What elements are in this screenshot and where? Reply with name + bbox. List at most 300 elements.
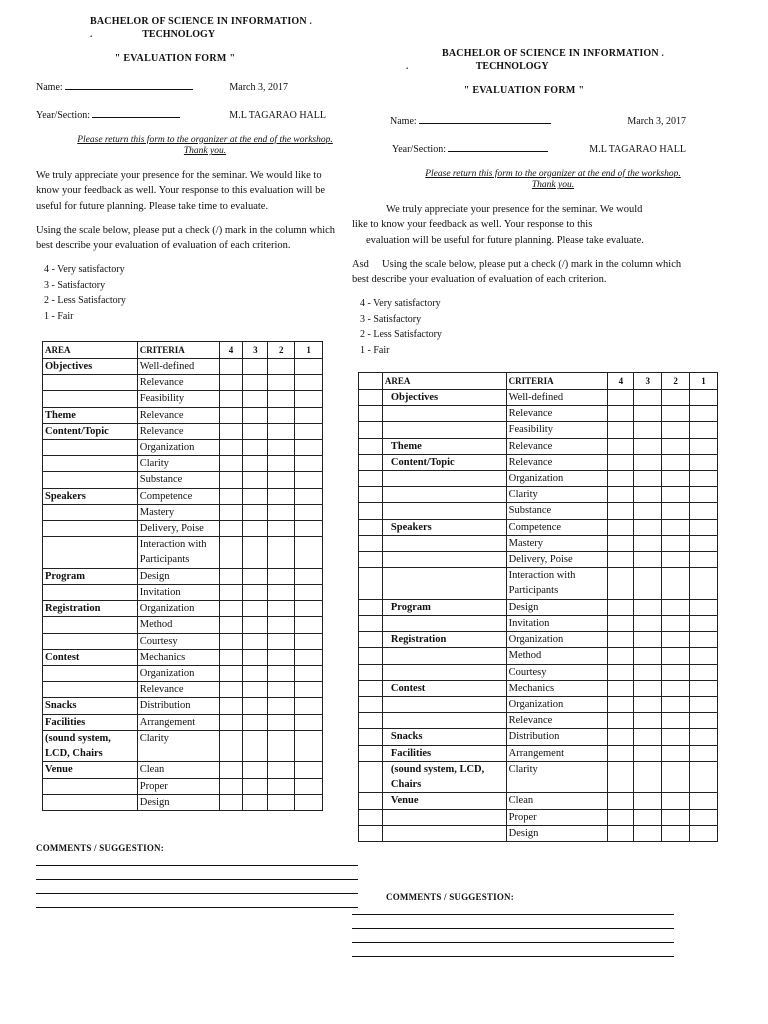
rating-checkbox-4[interactable] (219, 375, 243, 391)
comment-line[interactable] (352, 914, 674, 915)
rating-checkbox-3[interactable] (634, 793, 662, 809)
table-row (359, 535, 718, 551)
criteria-cell: Mechanics (506, 680, 608, 696)
rating-checkbox-4[interactable] (219, 649, 243, 665)
rating-checkbox-3[interactable] (243, 714, 268, 730)
evaluation-table (42, 341, 323, 811)
year-section-field[interactable] (92, 108, 180, 118)
header-score-4: 4 (219, 342, 243, 359)
rating-checkbox-3[interactable] (243, 601, 268, 617)
rating-checkbox-3[interactable] (634, 535, 662, 551)
rating-checkbox-1[interactable] (295, 714, 323, 730)
rating-checkbox-4[interactable] (219, 698, 243, 714)
name-row (390, 114, 686, 129)
rating-checkbox-3[interactable] (243, 358, 268, 374)
rating-checkbox-3[interactable] (634, 648, 662, 664)
rating-checkbox-4[interactable] (219, 391, 243, 407)
rating-checkbox-3[interactable] (634, 599, 662, 615)
area-cell (382, 552, 506, 568)
rating-checkbox-3[interactable] (634, 454, 662, 470)
blank-cell (359, 389, 383, 405)
rating-checkbox-4[interactable] (608, 793, 634, 809)
blank-cell (359, 470, 383, 486)
rating-checkbox-2[interactable] (268, 456, 295, 472)
rating-checkbox-4[interactable] (219, 794, 243, 810)
rating-checkbox-4[interactable] (219, 666, 243, 682)
rating-checkbox-1[interactable] (690, 648, 718, 664)
criteria-cell: Method (137, 617, 219, 633)
rating-checkbox-3[interactable] (243, 778, 268, 794)
rating-checkbox-3[interactable] (243, 617, 268, 633)
rating-checkbox-1[interactable] (295, 698, 323, 714)
area-cell (43, 617, 138, 633)
date-text: March 3, 2017 (229, 81, 288, 93)
table-row (359, 825, 718, 841)
rating-checkbox-3[interactable] (243, 633, 268, 649)
blank-cell (359, 825, 383, 841)
blank-cell (359, 697, 383, 713)
rating-checkbox-1[interactable] (690, 664, 718, 680)
rating-checkbox-3[interactable] (243, 537, 268, 568)
rating-checkbox-1[interactable] (690, 406, 718, 422)
rating-checkbox-4[interactable] (219, 714, 243, 730)
comments-lines[interactable] (352, 914, 674, 957)
rating-checkbox-3[interactable] (634, 519, 662, 535)
rating-checkbox-1[interactable] (295, 358, 323, 374)
rating-checkbox-4[interactable] (219, 423, 243, 439)
rating-checkbox-1[interactable] (690, 470, 718, 486)
rating-checkbox-2[interactable] (662, 713, 690, 729)
rating-checkbox-3[interactable] (634, 470, 662, 486)
rating-checkbox-4[interactable] (608, 503, 634, 519)
rating-checkbox-2[interactable] (268, 488, 295, 504)
rating-checkbox-2[interactable] (662, 615, 690, 631)
rating-checkbox-1[interactable] (690, 568, 718, 599)
rating-checkbox-4[interactable] (608, 599, 634, 615)
form-title: " EVALUATION FORM " (463, 85, 585, 96)
rating-checkbox-2[interactable] (268, 682, 295, 698)
area-cell (43, 375, 138, 391)
rating-checkbox-2[interactable] (268, 633, 295, 649)
rating-checkbox-3[interactable] (243, 439, 268, 455)
rating-checkbox-4[interactable] (608, 713, 634, 729)
rating-checkbox-1[interactable] (295, 375, 323, 391)
rating-checkbox-3[interactable] (634, 389, 662, 405)
rating-checkbox-4[interactable] (608, 552, 634, 568)
rating-checkbox-1[interactable] (295, 649, 323, 665)
date-text: March 3, 2017 (627, 115, 686, 127)
rating-checkbox-4[interactable] (219, 762, 243, 778)
rating-checkbox-4[interactable] (608, 406, 634, 422)
rating-checkbox-4[interactable] (219, 472, 243, 488)
comment-line[interactable] (352, 942, 674, 943)
rating-checkbox-4[interactable] (608, 825, 634, 841)
rating-checkbox-3[interactable] (243, 472, 268, 488)
year-section-field[interactable] (448, 142, 548, 152)
rating-checkbox-2[interactable] (662, 648, 690, 664)
rating-scale: 4 - Very satisfactory 3 - Satisfactory 2 - Less Satisfactory 1 - Fair (360, 298, 442, 356)
area-cell (382, 406, 506, 422)
rating-checkbox-3[interactable] (243, 521, 268, 537)
rating-checkbox-1[interactable] (295, 488, 323, 504)
program-title: BACHELOR OF SCIENCE IN INFORMATION . (442, 48, 664, 59)
rating-checkbox-4[interactable] (608, 648, 634, 664)
rating-checkbox-2[interactable] (662, 761, 690, 792)
criteria-cell: Relevance (137, 375, 219, 391)
rating-checkbox-2[interactable] (662, 632, 690, 648)
table-row (43, 407, 323, 423)
rating-checkbox-4[interactable] (608, 680, 634, 696)
rating-checkbox-4[interactable] (219, 633, 243, 649)
area-cell: Theme (43, 407, 138, 423)
rating-checkbox-3[interactable] (243, 649, 268, 665)
rating-checkbox-2[interactable] (662, 454, 690, 470)
criteria-cell: Clarity (137, 730, 219, 761)
rating-checkbox-2[interactable] (268, 407, 295, 423)
rating-checkbox-2[interactable] (662, 664, 690, 680)
area-cell (382, 615, 506, 631)
rating-checkbox-2[interactable] (268, 358, 295, 374)
rating-checkbox-2[interactable] (268, 568, 295, 584)
rating-checkbox-2[interactable] (268, 584, 295, 600)
name-label: Name: (390, 115, 417, 127)
comment-line[interactable] (36, 865, 358, 866)
rating-checkbox-1[interactable] (295, 584, 323, 600)
table-row (43, 682, 323, 698)
rating-checkbox-2[interactable] (662, 729, 690, 745)
rating-checkbox-3[interactable] (634, 438, 662, 454)
rating-checkbox-3[interactable] (243, 666, 268, 682)
rating-checkbox-2[interactable] (268, 698, 295, 714)
rating-checkbox-4[interactable] (219, 778, 243, 794)
rating-checkbox-2[interactable] (268, 617, 295, 633)
rating-checkbox-4[interactable] (219, 584, 243, 600)
rating-checkbox-3[interactable] (634, 713, 662, 729)
rating-checkbox-1[interactable] (295, 762, 323, 778)
table-row (359, 438, 718, 454)
rating-checkbox-1[interactable] (690, 680, 718, 696)
rating-checkbox-3[interactable] (634, 761, 662, 792)
rating-checkbox-3[interactable] (243, 456, 268, 472)
name-field[interactable] (419, 114, 551, 124)
rating-checkbox-2[interactable] (268, 666, 295, 682)
rating-checkbox-4[interactable] (608, 745, 634, 761)
rating-checkbox-1[interactable] (690, 454, 718, 470)
rating-checkbox-2[interactable] (662, 809, 690, 825)
rating-checkbox-4[interactable] (608, 615, 634, 631)
table-row (43, 778, 323, 794)
return-note: Please return this form to the organizer at the end of the workshop. Thank you. (77, 134, 333, 157)
table-row (43, 617, 323, 633)
area-cell (43, 778, 138, 794)
rating-checkbox-2[interactable] (662, 697, 690, 713)
criteria-cell: Relevance (137, 407, 219, 423)
name-label: Name: (36, 81, 63, 93)
rating-checkbox-2[interactable] (268, 537, 295, 568)
rating-checkbox-4[interactable] (608, 454, 634, 470)
rating-checkbox-4[interactable] (608, 519, 634, 535)
rating-checkbox-2[interactable] (662, 438, 690, 454)
rating-checkbox-4[interactable] (608, 809, 634, 825)
rating-checkbox-1[interactable] (295, 682, 323, 698)
rating-checkbox-4[interactable] (608, 664, 634, 680)
criteria-cell: Relevance (506, 713, 608, 729)
criteria-cell: Clarity (506, 761, 608, 792)
rating-checkbox-2[interactable] (662, 503, 690, 519)
rating-checkbox-1[interactable] (295, 472, 323, 488)
table-row (43, 423, 323, 439)
rating-checkbox-2[interactable] (662, 793, 690, 809)
rating-checkbox-4[interactable] (608, 535, 634, 551)
blank-cell (359, 503, 383, 519)
rating-checkbox-1[interactable] (690, 519, 718, 535)
rating-checkbox-2[interactable] (662, 825, 690, 841)
area-cell: Speakers (43, 488, 138, 504)
rating-checkbox-2[interactable] (268, 649, 295, 665)
rating-checkbox-4[interactable] (608, 422, 634, 438)
rating-checkbox-3[interactable] (243, 423, 268, 439)
rating-checkbox-2[interactable] (662, 406, 690, 422)
rating-checkbox-2[interactable] (662, 680, 690, 696)
criteria-cell: Well-defined (137, 358, 219, 374)
rating-checkbox-3[interactable] (634, 422, 662, 438)
rating-checkbox-1[interactable] (295, 521, 323, 537)
rating-checkbox-3[interactable] (634, 680, 662, 696)
rating-checkbox-1[interactable] (295, 778, 323, 794)
rating-checkbox-1[interactable] (690, 761, 718, 792)
rating-checkbox-4[interactable] (608, 729, 634, 745)
rating-checkbox-1[interactable] (295, 504, 323, 520)
rating-checkbox-1[interactable] (690, 697, 718, 713)
rating-checkbox-1[interactable] (295, 423, 323, 439)
header-score-2: 2 (268, 342, 295, 359)
rating-checkbox-2[interactable] (268, 439, 295, 455)
criteria-cell: Clarity (137, 456, 219, 472)
area-cell: Venue (382, 793, 506, 809)
rating-checkbox-1[interactable] (690, 825, 718, 841)
rating-checkbox-4[interactable] (219, 504, 243, 520)
rating-checkbox-4[interactable] (219, 617, 243, 633)
rating-checkbox-1[interactable] (690, 438, 718, 454)
table-row (359, 745, 718, 761)
rating-checkbox-1[interactable] (295, 794, 323, 810)
rating-checkbox-1[interactable] (690, 552, 718, 568)
comment-line[interactable] (36, 893, 358, 894)
area-cell (382, 697, 506, 713)
rating-checkbox-4[interactable] (608, 487, 634, 503)
program-title-line2: . TECHNOLOGY (90, 28, 216, 40)
rating-checkbox-3[interactable] (634, 745, 662, 761)
table-row (43, 456, 323, 472)
rating-checkbox-4[interactable] (608, 470, 634, 486)
area-cell (43, 584, 138, 600)
rating-checkbox-4[interactable] (219, 521, 243, 537)
rating-checkbox-1[interactable] (690, 615, 718, 631)
rating-checkbox-3[interactable] (243, 375, 268, 391)
area-cell (43, 472, 138, 488)
rating-checkbox-1[interactable] (295, 730, 323, 761)
table-row (359, 487, 718, 503)
rating-checkbox-2[interactable] (268, 375, 295, 391)
rating-checkbox-1[interactable] (295, 439, 323, 455)
rating-checkbox-2[interactable] (662, 422, 690, 438)
criteria-cell: Interaction with Participants (506, 568, 608, 599)
blank-cell (359, 680, 383, 696)
rating-checkbox-3[interactable] (634, 809, 662, 825)
rating-checkbox-1[interactable] (295, 456, 323, 472)
rating-checkbox-2[interactable] (268, 391, 295, 407)
criteria-cell: Arrangement (506, 745, 608, 761)
rating-checkbox-4[interactable] (608, 389, 634, 405)
table-row (43, 568, 323, 584)
rating-checkbox-4[interactable] (219, 568, 243, 584)
comment-line[interactable] (36, 879, 358, 880)
area-cell: Content/Topic (43, 423, 138, 439)
rating-checkbox-1[interactable] (690, 503, 718, 519)
rating-checkbox-4[interactable] (219, 601, 243, 617)
criteria-cell: Courtesy (506, 664, 608, 680)
rating-checkbox-4[interactable] (219, 488, 243, 504)
rating-checkbox-3[interactable] (243, 488, 268, 504)
table-row (359, 648, 718, 664)
rating-checkbox-1[interactable] (690, 535, 718, 551)
criteria-cell: Interaction with Participants (137, 537, 219, 568)
rating-checkbox-1[interactable] (690, 599, 718, 615)
rating-checkbox-4[interactable] (219, 456, 243, 472)
table-row (43, 504, 323, 520)
rating-checkbox-2[interactable] (662, 568, 690, 599)
rating-checkbox-4[interactable] (608, 438, 634, 454)
rating-checkbox-1[interactable] (295, 391, 323, 407)
table-row (43, 391, 323, 407)
rating-checkbox-3[interactable] (634, 615, 662, 631)
rating-checkbox-3[interactable] (634, 503, 662, 519)
header (352, 48, 718, 73)
rating-checkbox-2[interactable] (662, 519, 690, 535)
comments-lines[interactable] (36, 865, 358, 908)
rating-checkbox-3[interactable] (243, 730, 268, 761)
comment-line[interactable] (352, 928, 674, 929)
rating-checkbox-3[interactable] (634, 552, 662, 568)
rating-checkbox-4[interactable] (608, 697, 634, 713)
rating-checkbox-2[interactable] (268, 714, 295, 730)
name-field[interactable] (65, 80, 193, 90)
rating-checkbox-4[interactable] (219, 439, 243, 455)
table-row (43, 714, 323, 730)
rating-checkbox-3[interactable] (243, 584, 268, 600)
rating-checkbox-3[interactable] (634, 697, 662, 713)
rating-checkbox-2[interactable] (268, 423, 295, 439)
criteria-cell: Relevance (137, 682, 219, 698)
rating-checkbox-1[interactable] (295, 568, 323, 584)
rating-checkbox-4[interactable] (608, 632, 634, 648)
name-row (36, 80, 288, 95)
rating-checkbox-4[interactable] (219, 730, 243, 761)
rating-checkbox-4[interactable] (219, 682, 243, 698)
criteria-cell: Clarity (506, 487, 608, 503)
rating-checkbox-2[interactable] (268, 472, 295, 488)
rating-checkbox-3[interactable] (634, 568, 662, 599)
rating-checkbox-2[interactable] (662, 535, 690, 551)
rating-checkbox-4[interactable] (608, 568, 634, 599)
rating-checkbox-1[interactable] (295, 633, 323, 649)
rating-checkbox-3[interactable] (243, 504, 268, 520)
table-row (359, 761, 718, 792)
blank-cell (359, 406, 383, 422)
program-title-line2: . TECHNOLOGY (406, 60, 549, 72)
area-cell (43, 794, 138, 810)
comment-line[interactable] (352, 956, 674, 957)
rating-checkbox-2[interactable] (268, 762, 295, 778)
rating-checkbox-1[interactable] (295, 537, 323, 568)
rating-checkbox-1[interactable] (295, 617, 323, 633)
rating-checkbox-4[interactable] (219, 358, 243, 374)
rating-checkbox-2[interactable] (268, 521, 295, 537)
rating-checkbox-3[interactable] (634, 825, 662, 841)
rating-checkbox-2[interactable] (662, 470, 690, 486)
rating-checkbox-3[interactable] (243, 407, 268, 423)
rating-checkbox-2[interactable] (268, 601, 295, 617)
rating-checkbox-2[interactable] (268, 730, 295, 761)
criteria-cell: Relevance (506, 406, 608, 422)
rating-checkbox-3[interactable] (634, 729, 662, 745)
rating-checkbox-2[interactable] (268, 778, 295, 794)
rating-checkbox-1[interactable] (690, 487, 718, 503)
rating-checkbox-4[interactable] (608, 761, 634, 792)
rating-checkbox-3[interactable] (634, 487, 662, 503)
rating-checkbox-3[interactable] (243, 391, 268, 407)
rating-checkbox-1[interactable] (295, 601, 323, 617)
rating-checkbox-2[interactable] (662, 389, 690, 405)
rating-checkbox-1[interactable] (690, 729, 718, 745)
rating-checkbox-4[interactable] (219, 407, 243, 423)
criteria-cell: Organization (137, 666, 219, 682)
header-score-3: 3 (634, 373, 662, 390)
rating-checkbox-1[interactable] (690, 713, 718, 729)
blank-cell (359, 454, 383, 470)
rating-checkbox-1[interactable] (690, 389, 718, 405)
rating-checkbox-3[interactable] (243, 698, 268, 714)
table-row (43, 472, 323, 488)
rating-checkbox-1[interactable] (690, 809, 718, 825)
rating-checkbox-2[interactable] (268, 504, 295, 520)
comment-line[interactable] (36, 907, 358, 908)
rating-checkbox-3[interactable] (243, 794, 268, 810)
rating-checkbox-2[interactable] (662, 745, 690, 761)
rating-checkbox-1[interactable] (295, 666, 323, 682)
criteria-cell: Delivery, Poise (506, 552, 608, 568)
rating-checkbox-1[interactable] (690, 745, 718, 761)
rating-checkbox-4[interactable] (219, 537, 243, 568)
rating-checkbox-3[interactable] (243, 682, 268, 698)
rating-checkbox-3[interactable] (634, 406, 662, 422)
rating-checkbox-2[interactable] (268, 794, 295, 810)
rating-checkbox-3[interactable] (243, 762, 268, 778)
rating-checkbox-3[interactable] (634, 664, 662, 680)
rating-checkbox-3[interactable] (243, 568, 268, 584)
rating-checkbox-2[interactable] (662, 487, 690, 503)
criteria-cell: Distribution (137, 698, 219, 714)
rating-checkbox-1[interactable] (690, 632, 718, 648)
rating-checkbox-1[interactable] (690, 422, 718, 438)
rating-checkbox-1[interactable] (295, 407, 323, 423)
rating-checkbox-3[interactable] (634, 632, 662, 648)
rating-checkbox-2[interactable] (662, 552, 690, 568)
area-cell (43, 682, 138, 698)
rating-checkbox-2[interactable] (662, 599, 690, 615)
criteria-cell: Competence (137, 488, 219, 504)
rating-checkbox-1[interactable] (690, 793, 718, 809)
